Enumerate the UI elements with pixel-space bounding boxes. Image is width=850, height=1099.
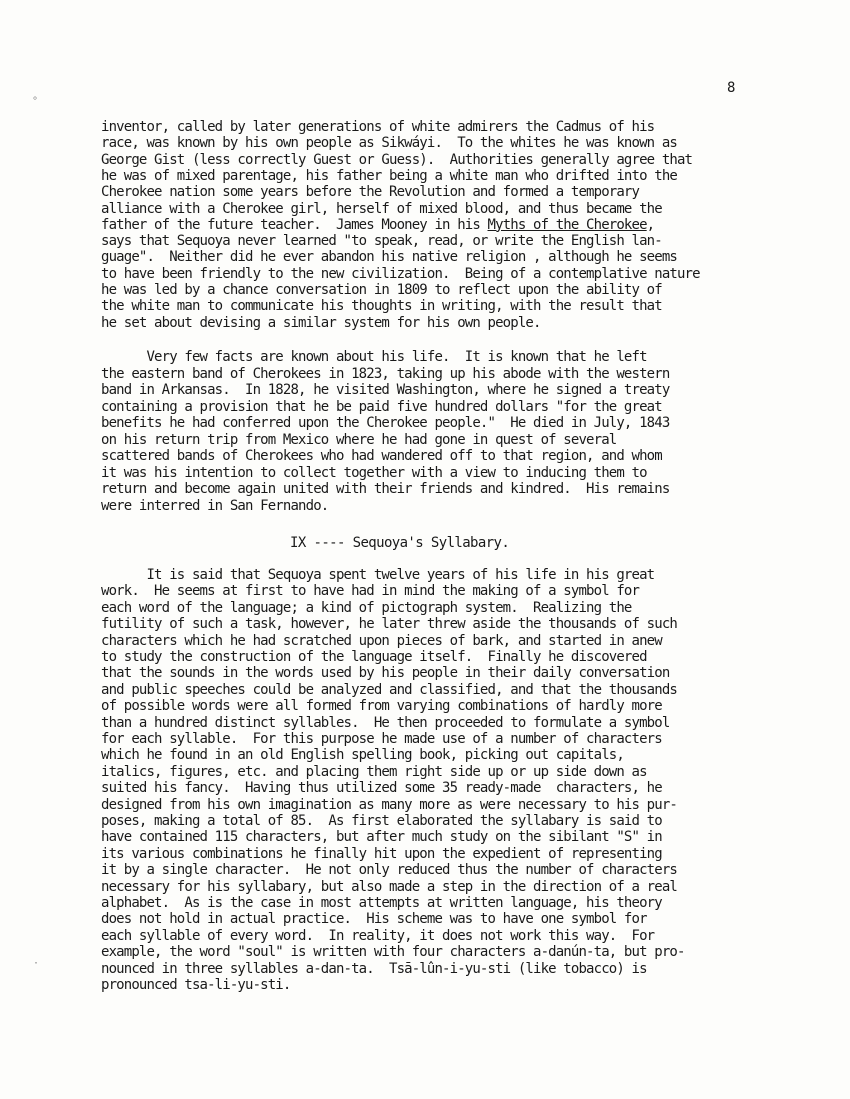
- text-line: It is said that Sequoya spent twelve years of his life in his great: [101, 567, 655, 583]
- text-line: the eastern band of Cherokees in 1823, taking up his abode with the western: [101, 365, 670, 382]
- text-line: for each syllable. For this purpose he made use of a number of characters: [101, 731, 662, 747]
- section-heading: IX ---- Sequoya's Syllabary.: [290, 535, 510, 551]
- text-line: it was his intention to collect together with a view to inducing them to: [101, 464, 647, 481]
- text-line: George Gist (less correctly Guest or Guess). Authorities generally agree that: [101, 151, 693, 168]
- text-line: father of the future teacher. James Mooney in his Myths of the Cherokee,: [101, 216, 655, 233]
- text-line: does not hold in actual practice. His scheme was to have one symbol for: [101, 911, 647, 928]
- text-line: says that Sequoya never learned "to speak, read, or write the English lan-: [101, 233, 662, 250]
- page-number: 8: [727, 80, 736, 96]
- text-line: he set about devising a similar system for his own people.: [101, 314, 541, 331]
- text-line: its various combinations he finally hit upon the expedient of representing: [101, 845, 662, 862]
- text-line: to have been friendly to the new civilization. Being of a contemplative nature: [101, 265, 700, 282]
- text-line: inventor, called by later generations of white admirers the Cadmus of his: [101, 119, 655, 135]
- text-line: nounced in three syllables a-dan-ta. Tsā-lûn-i-yu-sti (like tobacco) is: [101, 960, 647, 977]
- margin-mark: ·: [33, 958, 40, 969]
- text-line: of possible words were all formed from varying combinations of hardly more: [101, 698, 662, 715]
- text-line: were interred in San Fernando.: [101, 497, 329, 514]
- text-line: he was of mixed parentage, his father being a white man who drifted into the: [101, 167, 677, 184]
- text-line: alphabet. As is the case in most attempts at written language, his theory: [101, 895, 662, 911]
- text-line: each word of the language; a kind of pictograph system. Realizing the: [101, 599, 632, 616]
- text-line: work. He seems at first to have had in mind the making of a symbol for: [101, 583, 640, 600]
- text-line: return and become again united with their friends and kindred. His remains: [101, 481, 670, 497]
- text-line: suited his fancy. Having thus utilized some 35 ready-made characters, he: [101, 780, 662, 797]
- text-line: on his return trip from Mexico where he had gone in quest of several: [101, 431, 617, 448]
- text-line: necessary for his syllabary, but also made a step in the direction of a real: [101, 878, 677, 895]
- text-line: race, was known by his own people as Sikwáyi. To the whites he was known as: [101, 135, 677, 152]
- text-line: to study the construction of the language itself. Finally he discovered: [101, 649, 647, 665]
- text-line: designed from his own imagination as many more as were necessary to his pur-: [101, 796, 677, 813]
- text-line: pronounced tsa-li-yu-sti.: [101, 977, 291, 993]
- text-line: benefits he had conferred upon the Cherokee people." He died in July, 1843: [101, 415, 670, 431]
- text-line: the white man to communicate his thoughts in writing, with the result that: [101, 298, 662, 315]
- margin-mark: °: [32, 96, 39, 107]
- text-line: band in Arkansas. In 1828, he visited Washington, where he signed a treaty: [101, 382, 670, 398]
- text-line: he was led by a chance conversation in 1809 to reflect upon the ability of: [101, 282, 662, 298]
- text-line: Cherokee nation some years before the Revolution and formed a temporary: [101, 184, 640, 201]
- text-line: each syllable of every word. In reality, it does not work this way. For: [101, 927, 655, 944]
- text-line: scattered bands of Cherokees who had wandered off to that region, and whom: [101, 448, 662, 464]
- text-line: example, the word "soul" is written with four characters a-danún-ta, but pro-: [101, 944, 685, 961]
- text-line: have contained 115 characters, but after much study on the sibilant "S" in: [101, 829, 662, 846]
- text-line: it by a single character. He not only reduced thus the number of characters: [101, 862, 677, 879]
- text-line: than a hundred distinct syllables. He then proceeded to formulate a symbol: [101, 714, 670, 731]
- book-title-underlined: Myths of the Cherokee: [487, 216, 647, 233]
- text-line: which he found in an old English spelling book, picking out capitals,: [101, 747, 624, 764]
- text-line: futility of such a task, however, he later threw aside the thousands of such: [101, 616, 677, 633]
- text-line: characters which he had scratched upon pieces of bark, and started in anew: [101, 632, 662, 649]
- text-line: Very few facts are known about his life. It is known that he left: [101, 349, 647, 365]
- text-line: and public speeches could be analyzed and classified, and that the thousands: [101, 681, 677, 698]
- text-line: guage". Neither did he ever abandon his native religion , although he seems: [101, 249, 677, 266]
- text-line: that the sounds in the words used by his people in their daily conversation: [101, 665, 670, 682]
- text-line: italics, figures, etc. and placing them right side up or up side down as: [101, 763, 647, 780]
- text-line: alliance with a Cherokee girl, herself of mixed blood, and thus became the: [101, 200, 662, 217]
- text-line: poses, making a total of 85. As first elaborated the syllabary is said to: [101, 813, 662, 829]
- text-line: containing a provision that he be paid five hundred dollars "for the great: [101, 398, 662, 415]
